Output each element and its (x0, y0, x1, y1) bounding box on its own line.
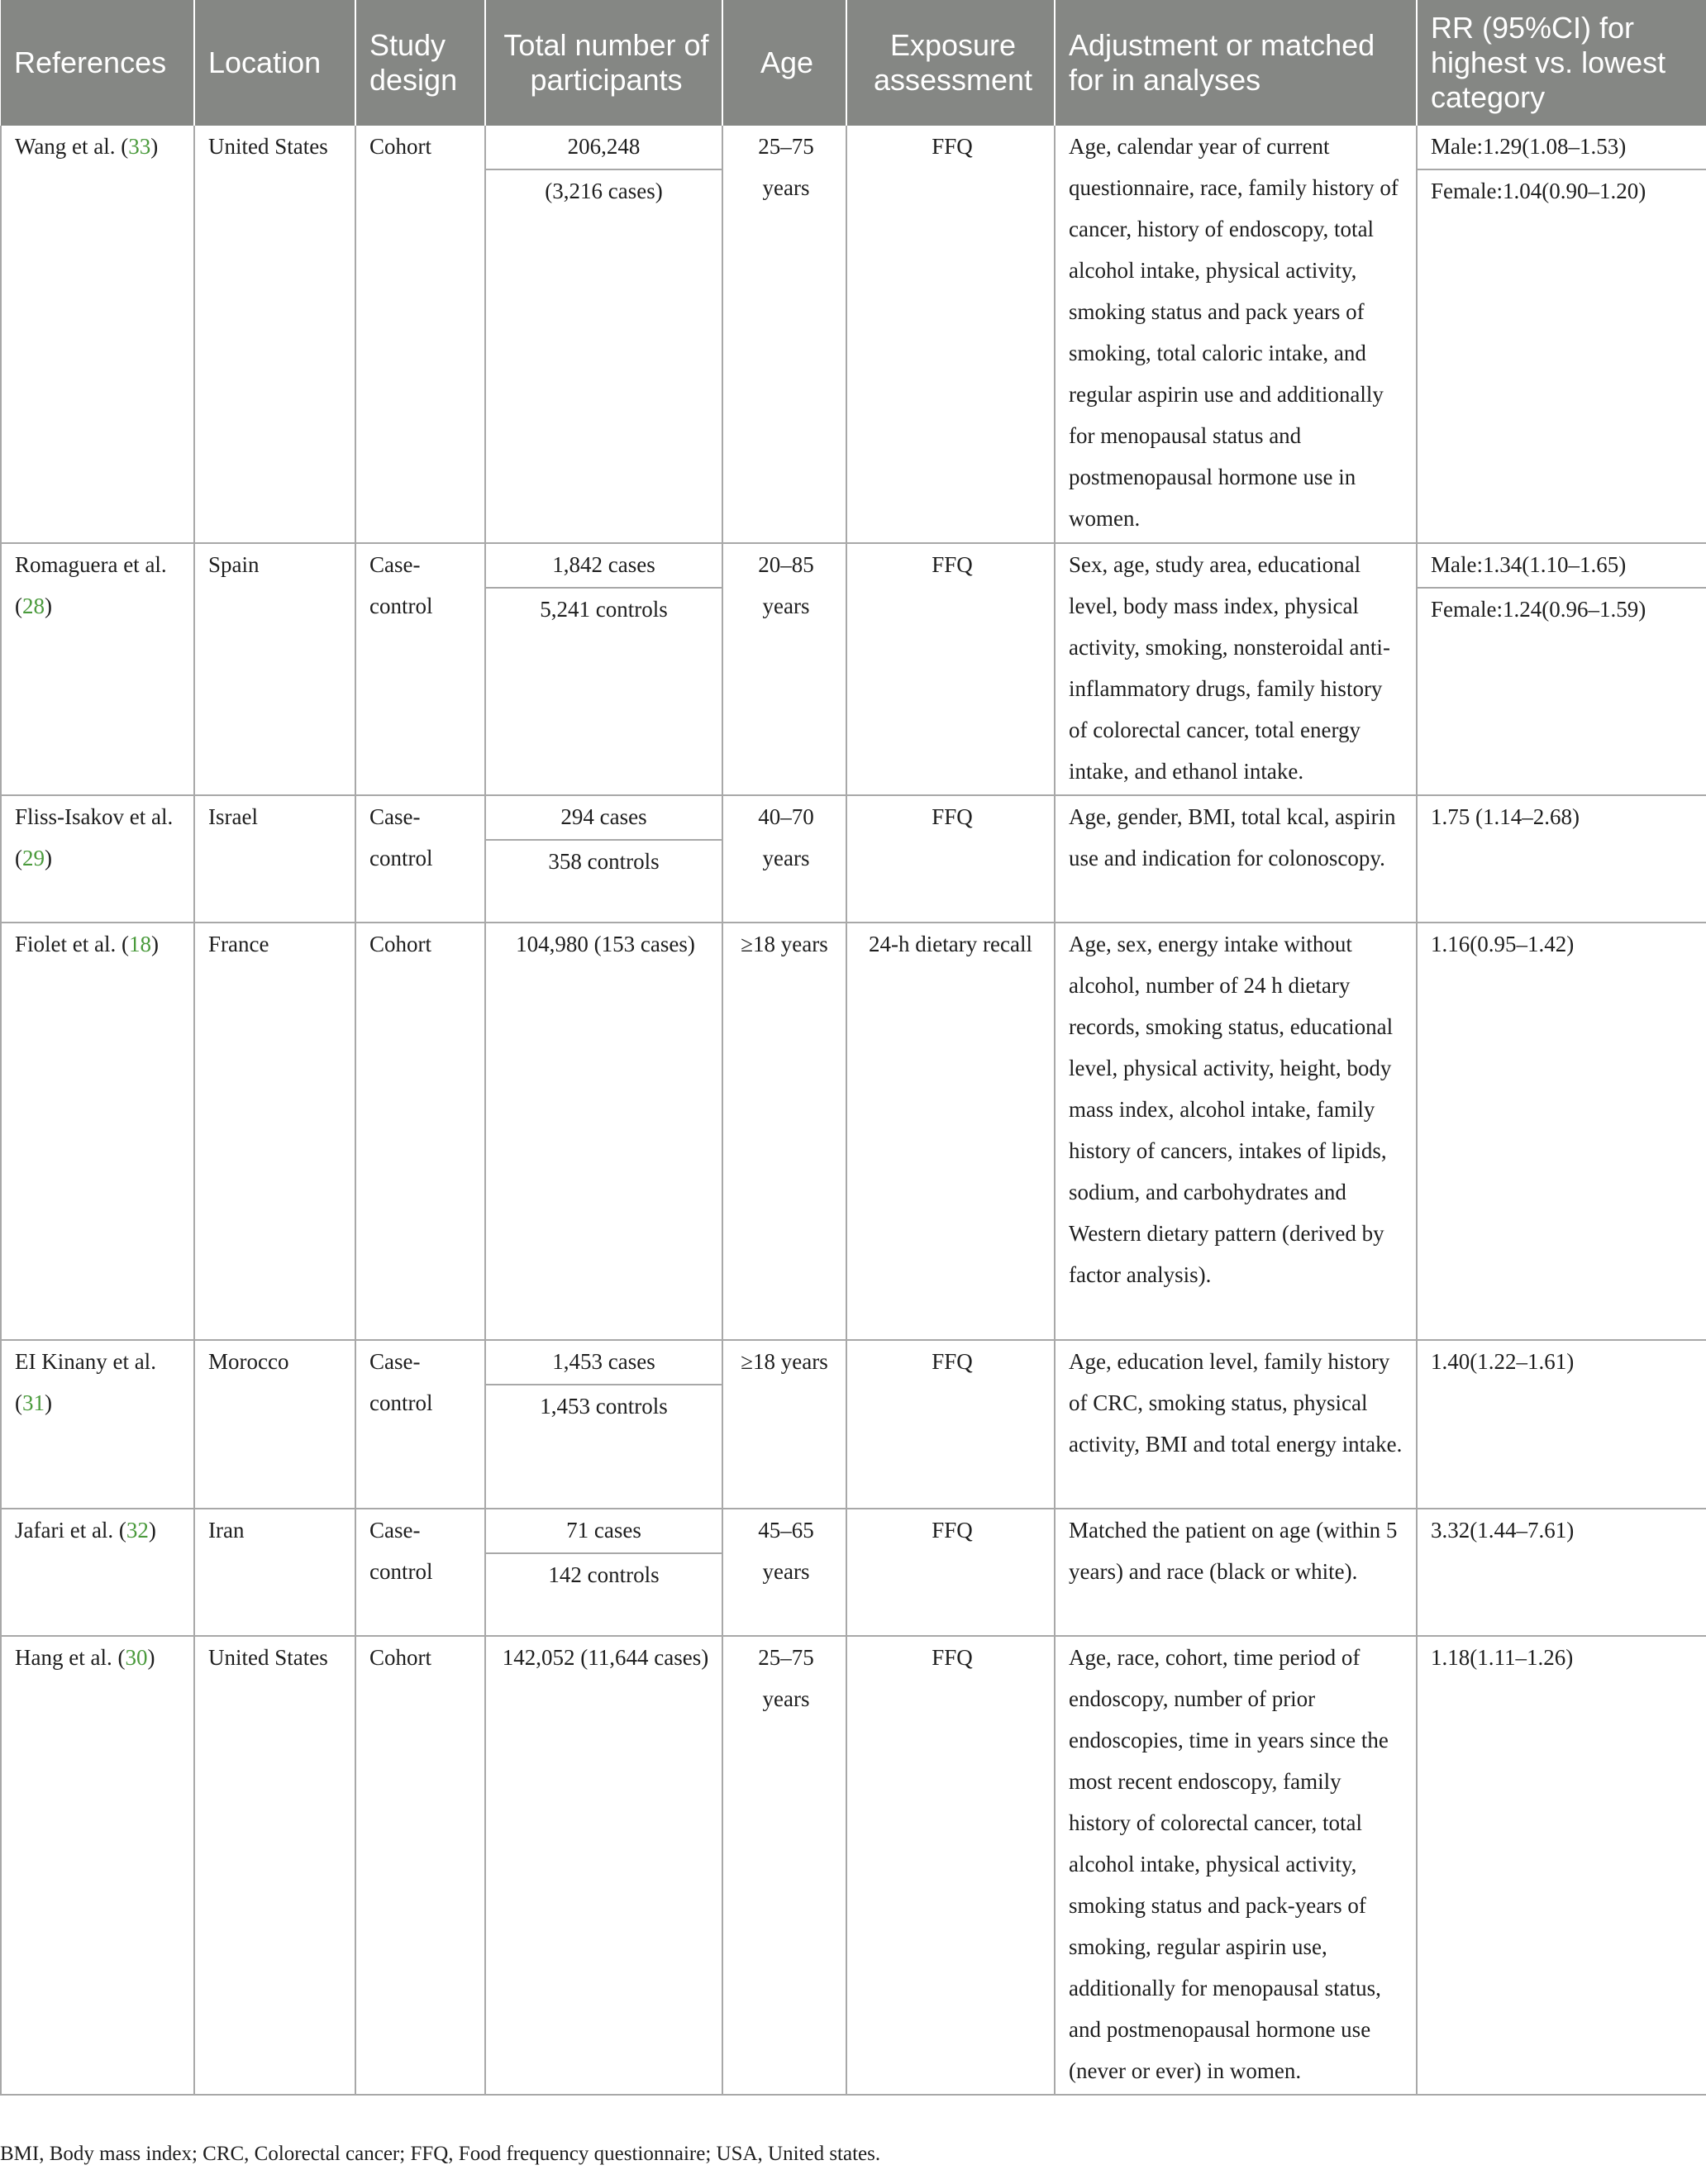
col-header-exposure: Exposure assessment (846, 0, 1055, 126)
col-header-rr: RR (95%CI) for highest vs. lowest category (1417, 0, 1706, 126)
rr-female: Female:1.04(0.90–1.20) (1431, 179, 1646, 203)
design-cell: Case-control (355, 543, 485, 795)
exposure-cell: FFQ (846, 1636, 1055, 2095)
table-row (1, 795, 1706, 923)
participants-line: 1,453 cases (486, 1341, 722, 1385)
exposure-cell: FFQ (846, 795, 1055, 923)
reference-cell: Jafari et al. (32) (1, 1509, 194, 1636)
participants-cell (485, 795, 722, 923)
participants-line: 1,842 cases (486, 544, 722, 589)
col-header-location: Location (194, 0, 355, 126)
exposure-cell: FFQ (846, 1340, 1055, 1509)
rr-cell (1417, 126, 1706, 543)
rr-cell: 3.32(1.44–7.61) (1417, 1509, 1706, 1636)
exposure-cell: FFQ (846, 126, 1055, 543)
participants-line: (3,216 cases) (545, 179, 663, 203)
age-cell: 45–65 years (722, 1509, 846, 1636)
age-cell: 25–75 years (722, 126, 846, 543)
adjustment-cell: Sex, age, study area, educational level, body mass index, physical activity, smoking, nonsteroidal anti-inflammatory drugs, family history of colorectal cancer, total energy intake, and ethanol intake. (1055, 543, 1417, 795)
participants-cell (485, 1509, 722, 1636)
participants-cell: 142,052 (11,644 cases) (485, 1636, 722, 2095)
reference-cell: Romaguera et al. (28) (1, 543, 194, 795)
participants-cell (485, 1340, 722, 1509)
col-header-adjustment: Adjustment or matched for in analyses (1055, 0, 1417, 126)
age-cell: ≥18 years (722, 923, 846, 1340)
location-cell: Spain (194, 543, 355, 795)
design-cell: Cohort (355, 126, 485, 543)
adjustment-cell: Matched the patient on age (within 5 years) and race (black or white). (1055, 1509, 1417, 1636)
design-cell: Case-control (355, 795, 485, 923)
rr-cell: 1.18(1.11–1.26) (1417, 1636, 1706, 2095)
table-row (1, 126, 1706, 543)
citation-link[interactable]: 33 (128, 134, 151, 159)
location-cell: France (194, 923, 355, 1340)
table-row (1, 1340, 1706, 1509)
citation-link[interactable]: 28 (22, 594, 45, 618)
table-row (1, 1636, 1706, 2095)
participants-line: 294 cases (486, 796, 722, 841)
reference-cell: EI Kinany et al. (31) (1, 1340, 194, 1509)
exposure-cell: 24-h dietary recall (846, 923, 1055, 1340)
exposure-cell: FFQ (846, 1509, 1055, 1636)
location-cell: United States (194, 1636, 355, 2095)
col-header-study-design: Study design (355, 0, 485, 126)
citation-link[interactable]: 30 (125, 1645, 148, 1670)
exposure-cell: FFQ (846, 543, 1055, 795)
design-cell: Case-control (355, 1340, 485, 1509)
age-cell: ≥18 years (722, 1340, 846, 1509)
location-cell: Iran (194, 1509, 355, 1636)
age-cell: 25–75 years (722, 1636, 846, 2095)
participants-line: 1,453 controls (540, 1394, 668, 1419)
design-cell: Cohort (355, 923, 485, 1340)
table-row (1, 1509, 1706, 1636)
rr-cell (1417, 543, 1706, 795)
header-row (1, 0, 1706, 126)
col-header-participants: Total number of participants (485, 0, 722, 126)
rr-female: Female:1.24(0.96–1.59) (1431, 597, 1646, 622)
design-cell: Case-control (355, 1509, 485, 1636)
participants-line: 206,248 (486, 126, 722, 170)
design-cell: Cohort (355, 1636, 485, 2095)
reference-cell: Wang et al. (33) (1, 126, 194, 543)
rr-male: Male:1.34(1.10–1.65) (1418, 544, 1706, 589)
table-footnote: BMI, Body mass index; CRC, Colorectal cancer; FFQ, Food frequency questionnaire; USA, United states. (0, 2143, 881, 2165)
adjustment-cell: Age, gender, BMI, total kcal, aspirin use and indication for colonoscopy. (1055, 795, 1417, 923)
participants-cell (485, 543, 722, 795)
participants-line: 5,241 controls (540, 597, 668, 622)
citation-link[interactable]: 18 (128, 932, 151, 956)
rr-male: Male:1.29(1.08–1.53) (1418, 126, 1706, 170)
location-cell: Morocco (194, 1340, 355, 1509)
citation-link[interactable]: 29 (22, 846, 45, 870)
table-row (1, 923, 1706, 1340)
table-row (1, 543, 1706, 795)
location-cell: Israel (194, 795, 355, 923)
reference-cell: Hang et al. (30) (1, 1636, 194, 2095)
citation-link[interactable]: 32 (126, 1518, 149, 1543)
participants-line: 142 controls (548, 1562, 660, 1587)
participants-cell (485, 126, 722, 543)
age-cell: 20–85 years (722, 543, 846, 795)
location-cell: United States (194, 126, 355, 543)
adjustment-cell: Age, race, cohort, time period of endoscopy, number of prior endoscopies, time in years since the most recent endoscopy, family history of colorectal cancer, total alcohol intake, physical activity, smoking status and pack-years of smoking, regular aspirin use, additionally for menopausal status, and postmenopausal hormone use (never or ever) in women. (1055, 1636, 1417, 2095)
participants-cell: 104,980 (153 cases) (485, 923, 722, 1340)
adjustment-cell: Age, calendar year of current questionnaire, race, family history of cancer, history of endoscopy, total alcohol intake, physical activity, smoking status and pack years of smoking, total caloric intake, and regular aspirin use and additionally for menopausal status and postmenopausal hormone use in women. (1055, 126, 1417, 543)
adjustment-cell: Age, sex, energy intake without alcohol, number of 24 h dietary records, smoking status, educational level, physical activity, height, body mass index, alcohol intake, family history of cancers, intakes of lipids, sodium, and carbohydrates and Western dietary pattern (derived by factor analysis). (1055, 923, 1417, 1340)
reference-cell: Fliss-Isakov et al. (29) (1, 795, 194, 923)
citation-link[interactable]: 31 (22, 1390, 45, 1415)
participants-line: 358 controls (548, 849, 660, 874)
rr-cell: 1.16(0.95–1.42) (1417, 923, 1706, 1340)
reference-cell: Fiolet et al. (18) (1, 923, 194, 1340)
adjustment-cell: Age, education level, family history of CRC, smoking status, physical activity, BMI and total energy intake. (1055, 1340, 1417, 1509)
col-header-references: References (1, 0, 194, 126)
age-cell: 40–70 years (722, 795, 846, 923)
participants-line: 71 cases (486, 1509, 722, 1554)
rr-cell: 1.40(1.22–1.61) (1417, 1340, 1706, 1509)
col-header-age: Age (722, 0, 846, 126)
rr-cell: 1.75 (1.14–2.68) (1417, 795, 1706, 923)
